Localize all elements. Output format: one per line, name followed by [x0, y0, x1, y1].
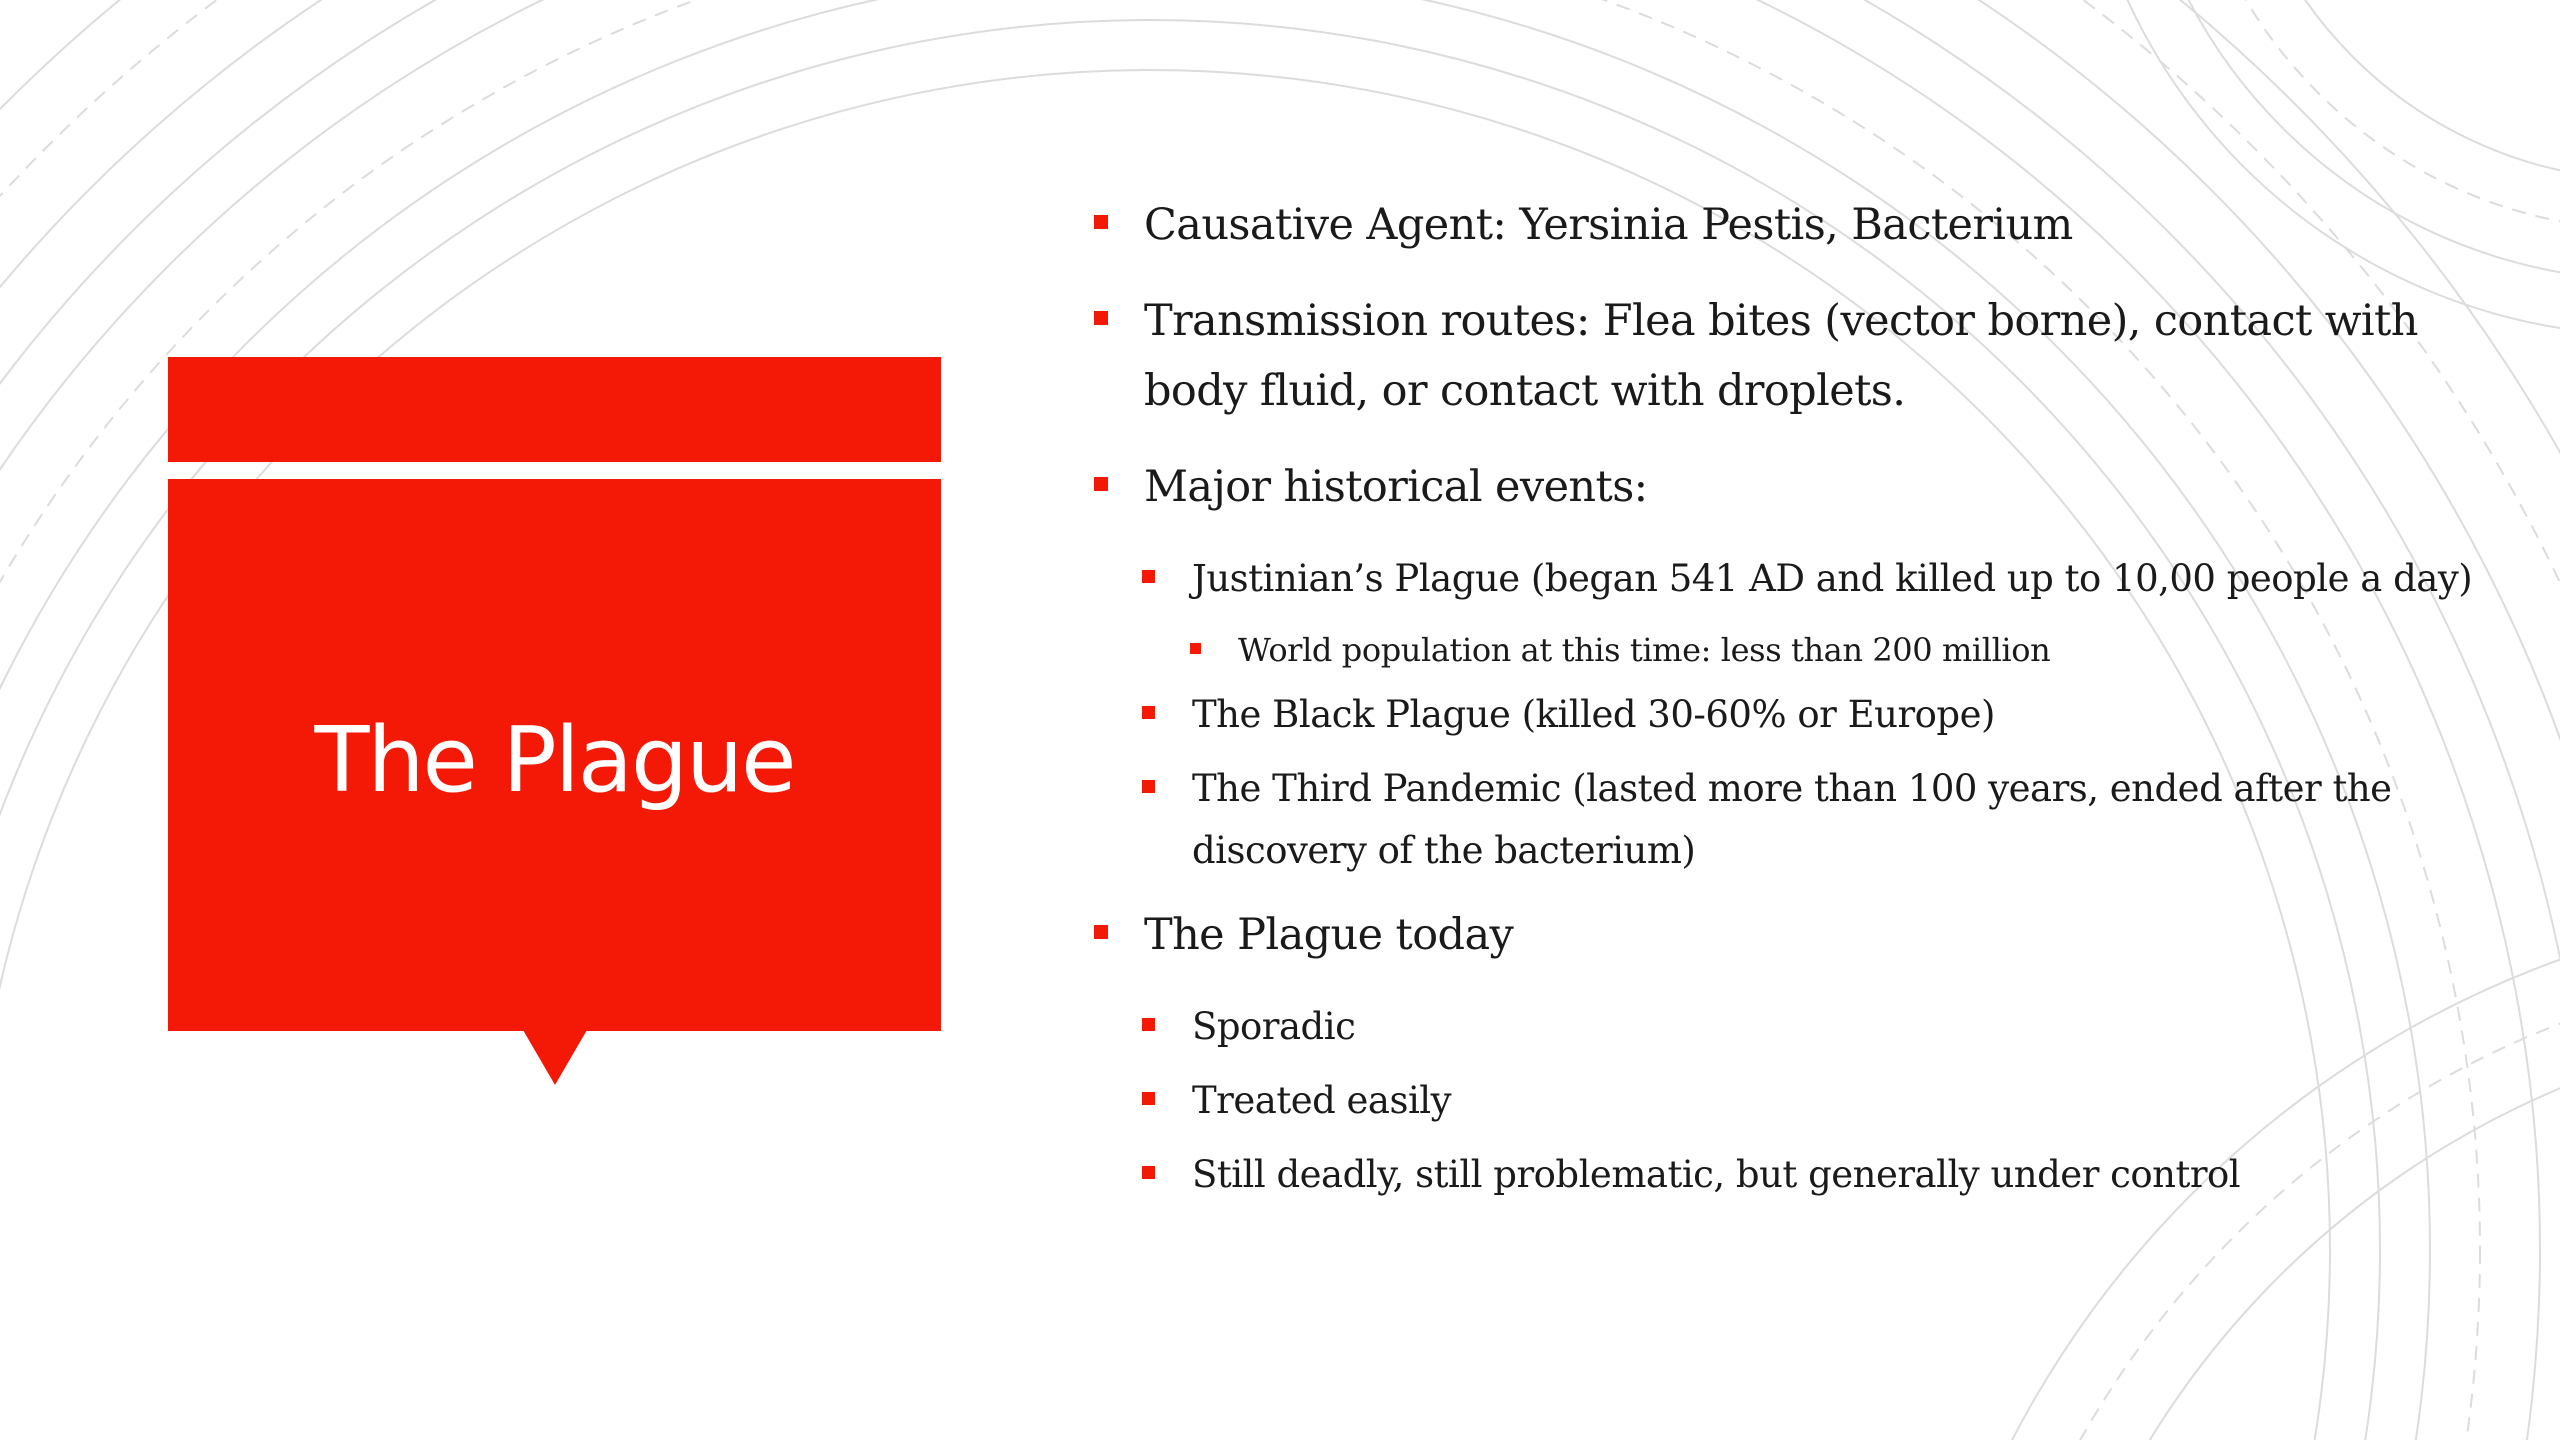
sub-list-container — [1094, 548, 2474, 882]
title-box-pointer — [523, 1030, 587, 1085]
bullet-text: Transmission routes: Flea bites (vector borne), contact with body fluid, or contact with droplets. — [1144, 296, 2418, 416]
sub-bullet-third-pandemic — [1142, 758, 2474, 882]
sub-bullet-still-deadly — [1142, 1144, 2474, 1206]
square-bullet-icon — [1142, 780, 1155, 793]
bullet-text: Treated easily — [1192, 1079, 1452, 1122]
square-bullet-icon — [1142, 1092, 1155, 1105]
square-bullet-icon — [1142, 1018, 1155, 1031]
bullet-text: World population at this time: less than 200 million — [1238, 631, 2051, 669]
square-bullet-icon — [1094, 925, 1108, 939]
sub-bullet-black-plague — [1142, 684, 2474, 746]
bullet-text: Sporadic — [1192, 1005, 1356, 1048]
sub-sub-bullet-world-population — [1190, 622, 2474, 678]
sub-bullet-list — [1142, 548, 2474, 882]
sub-bullet-sporadic — [1142, 996, 2474, 1058]
bullet-major-historical-events — [1094, 452, 2474, 522]
sub-bullet-treated-easily — [1142, 1070, 2474, 1132]
title-accent-band — [168, 357, 941, 462]
square-bullet-icon — [1190, 643, 1201, 654]
bullet-list — [1094, 190, 2474, 1206]
bullet-plague-today — [1094, 900, 2474, 970]
sub-list-container — [1094, 996, 2474, 1206]
bullet-text: Causative Agent: Yersinia Pestis, Bacterium — [1144, 200, 2073, 250]
square-bullet-icon — [1094, 215, 1108, 229]
square-bullet-icon — [1142, 706, 1155, 719]
sub-sub-bullet-list — [1190, 622, 2474, 678]
sub-bullet-list — [1142, 996, 2474, 1206]
bullet-text: The Plague today — [1144, 910, 1514, 960]
bullet-transmission-routes — [1094, 286, 2474, 426]
square-bullet-icon — [1094, 311, 1108, 325]
bullet-text: Still deadly, still problematic, but generally under control — [1192, 1153, 2241, 1196]
slide-title: The Plague — [314, 707, 795, 813]
bullet-text: Major historical events: — [1144, 462, 1648, 512]
sub-bullet-justinian — [1142, 548, 2474, 610]
bullet-text: Justinian’s Plague (began 541 AD and killed up to 10,00 people a day) — [1192, 557, 2473, 600]
content-area — [1094, 190, 2474, 1218]
title-box — [168, 479, 941, 1031]
square-bullet-icon — [1094, 477, 1108, 491]
bullet-text: The Black Plague (killed 30-60% or Europe) — [1192, 693, 1995, 736]
bullet-causative-agent — [1094, 190, 2474, 260]
square-bullet-icon — [1142, 1166, 1155, 1179]
square-bullet-icon — [1142, 570, 1155, 583]
sub-sub-list-container — [1142, 622, 2474, 678]
bullet-text: The Third Pandemic (lasted more than 100 years, ended after the discovery of the bacterium) — [1192, 767, 2392, 872]
